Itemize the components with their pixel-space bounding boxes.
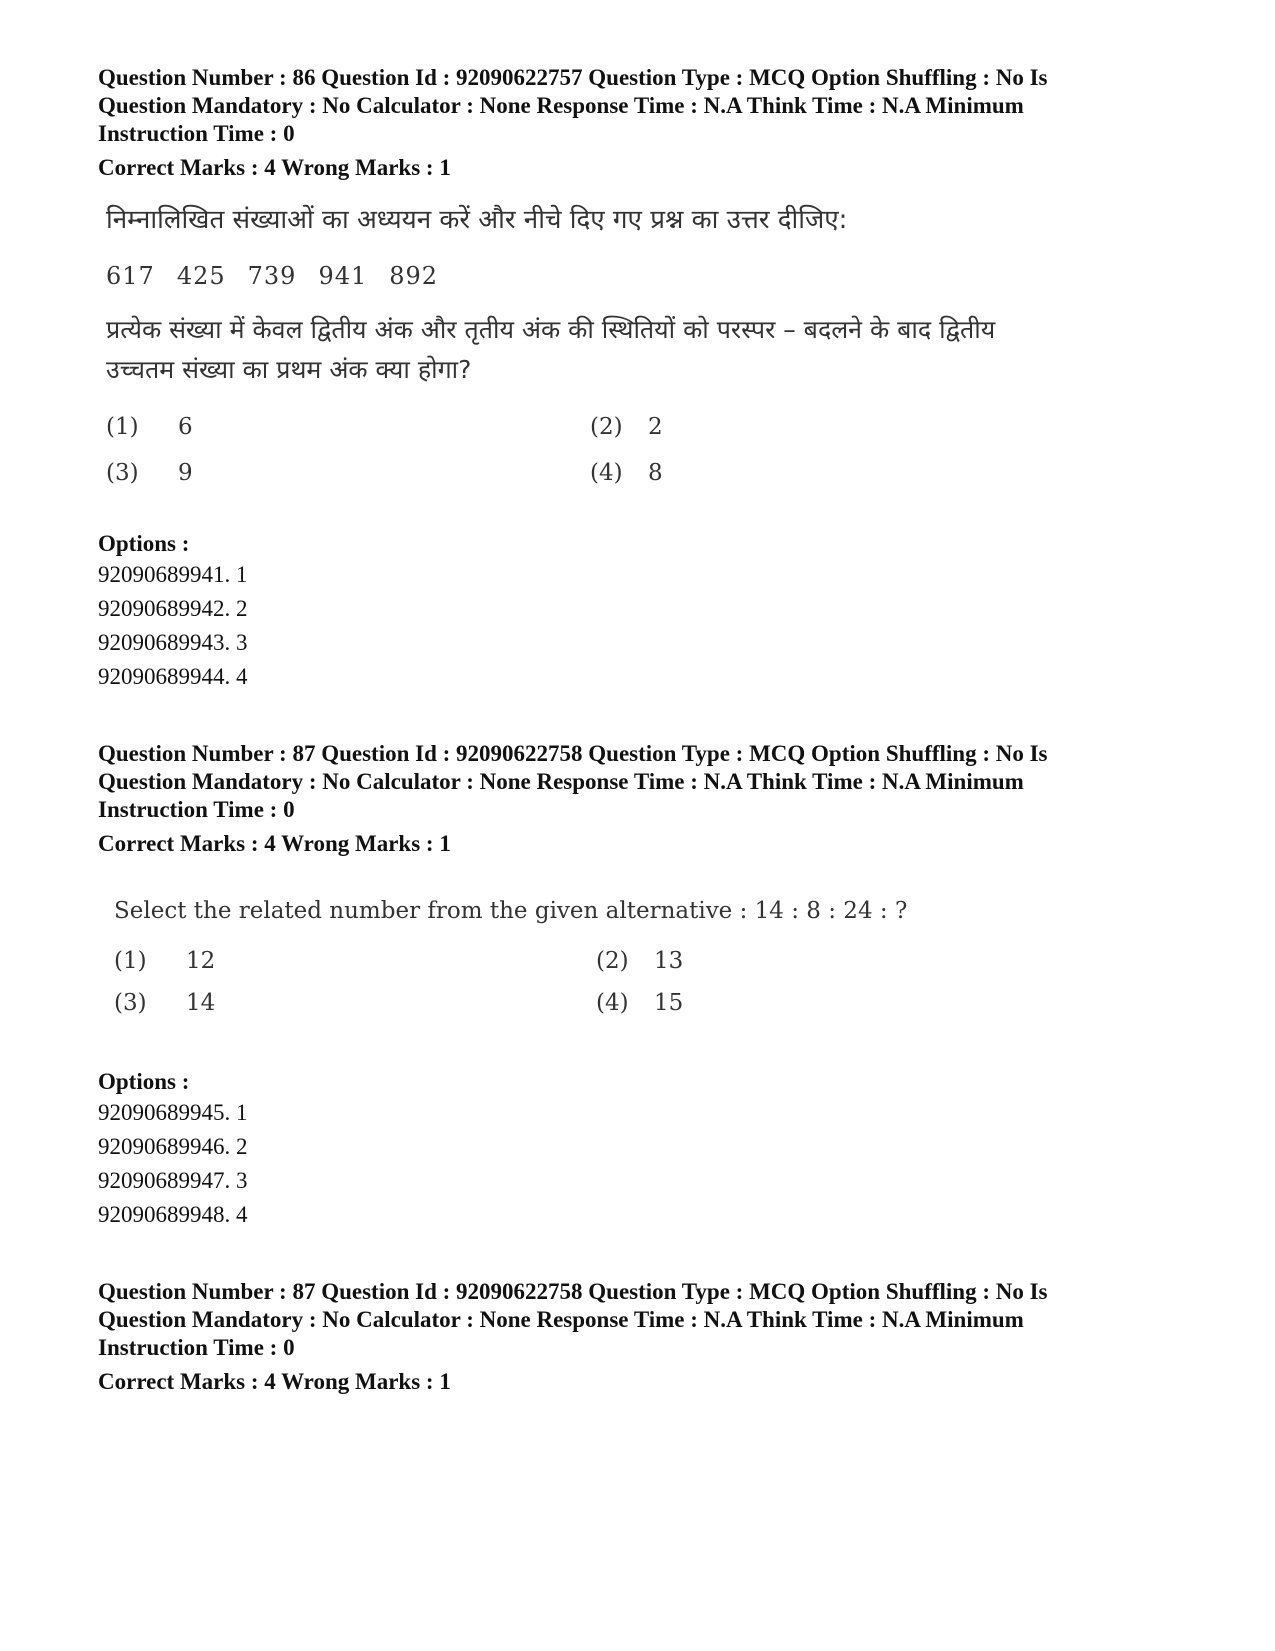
question-meta-line: Instruction Time : 0 — [98, 797, 295, 822]
number-item: 941 — [318, 262, 368, 290]
marks-line: Correct Marks : 4 Wrong Marks : 1 — [98, 155, 451, 180]
question-text-line: प्रत्येक संख्या में केवल द्वितीय अंक और तृतीय अंक की स्थितियों को परस्पर – बदलने के बाद द्वितीय — [106, 315, 996, 344]
question-meta-line: Question Number : 87 Question Id : 92090622758 Question Type : MCQ Option Shuffling : No Is — [98, 1279, 1048, 1304]
number-item: 892 — [389, 262, 439, 290]
choice-value: 13 — [654, 948, 684, 974]
answer-choice — [590, 460, 663, 486]
question-86-header — [98, 64, 1198, 182]
answer-choice — [106, 414, 193, 440]
option-item: 92090689948. 4 — [98, 1202, 248, 1227]
choice-label: (2) — [596, 948, 629, 974]
number-item: 617 — [106, 262, 155, 290]
number-item: 739 — [247, 262, 297, 290]
options-title: Options : — [98, 531, 190, 556]
question-87-header — [98, 740, 1198, 858]
question-meta-line: Question Number : 86 Question Id : 92090622757 Question Type : MCQ Option Shuffling : No Is — [98, 65, 1048, 90]
option-item: 92090689944. 4 — [98, 664, 248, 689]
option-item: 92090689947. 3 — [98, 1168, 248, 1193]
option-item: 92090689941. 1 — [98, 562, 248, 587]
answer-choice — [114, 990, 215, 1016]
choice-label: (4) — [590, 460, 623, 486]
question-meta-line: Question Mandatory : No Calculator : None Response Time : N.A Think Time : N.A Minimum — [98, 1307, 1024, 1332]
question-meta-line: Question Mandatory : No Calculator : None Response Time : N.A Think Time : N.A Minimum — [98, 93, 1024, 118]
choice-value: 15 — [654, 990, 684, 1016]
question-intro: निम्नालिखित संख्याओं का अध्ययन करें और नीचे दिए गए प्रश्न का उत्तर दीजिए: — [106, 205, 848, 235]
choice-label: (4) — [596, 990, 629, 1016]
number-item: 425 — [176, 262, 226, 290]
answer-choice — [590, 414, 663, 440]
option-item: 92090689945. 1 — [98, 1100, 248, 1125]
answer-choice — [596, 990, 683, 1016]
answer-choice — [114, 948, 215, 974]
marks-line: Correct Marks : 4 Wrong Marks : 1 — [98, 831, 451, 856]
options-section — [98, 1068, 1198, 1232]
answer-choice — [596, 948, 683, 974]
choice-label: (1) — [114, 948, 147, 974]
choice-value: 8 — [648, 460, 663, 486]
choice-label: (2) — [590, 414, 623, 440]
choice-label: (1) — [106, 414, 139, 440]
choice-value: 14 — [186, 990, 216, 1016]
options-title: Options : — [98, 1069, 190, 1094]
question-meta-line: Instruction Time : 0 — [98, 1335, 295, 1360]
choice-label: (3) — [114, 990, 147, 1016]
question-meta-line: Instruction Time : 0 — [98, 121, 295, 146]
question-meta-line: Question Mandatory : No Calculator : None Response Time : N.A Think Time : N.A Minimum — [98, 769, 1024, 794]
choice-value: 6 — [178, 414, 193, 440]
choice-value: 2 — [648, 414, 663, 440]
options-section — [98, 530, 1198, 694]
number-list — [106, 262, 460, 290]
question-text-line: उच्चतम संख्या का प्रथम अंक क्या होगा? — [106, 355, 472, 384]
choice-label: (3) — [106, 460, 139, 486]
option-item: 92090689946. 2 — [98, 1134, 248, 1159]
question-text-line: Select the related number from the given alternative : 14 : 8 : 24 : ? — [114, 898, 908, 924]
marks-line: Correct Marks : 4 Wrong Marks : 1 — [98, 1369, 451, 1394]
option-item: 92090689943. 3 — [98, 630, 248, 655]
choice-value: 12 — [186, 948, 216, 974]
answer-choice — [106, 460, 193, 486]
option-item: 92090689942. 2 — [98, 596, 248, 621]
question-87-repeat-header — [98, 1278, 1198, 1396]
question-meta-line: Question Number : 87 Question Id : 92090622758 Question Type : MCQ Option Shuffling : No Is — [98, 741, 1048, 766]
choice-value: 9 — [178, 460, 193, 486]
